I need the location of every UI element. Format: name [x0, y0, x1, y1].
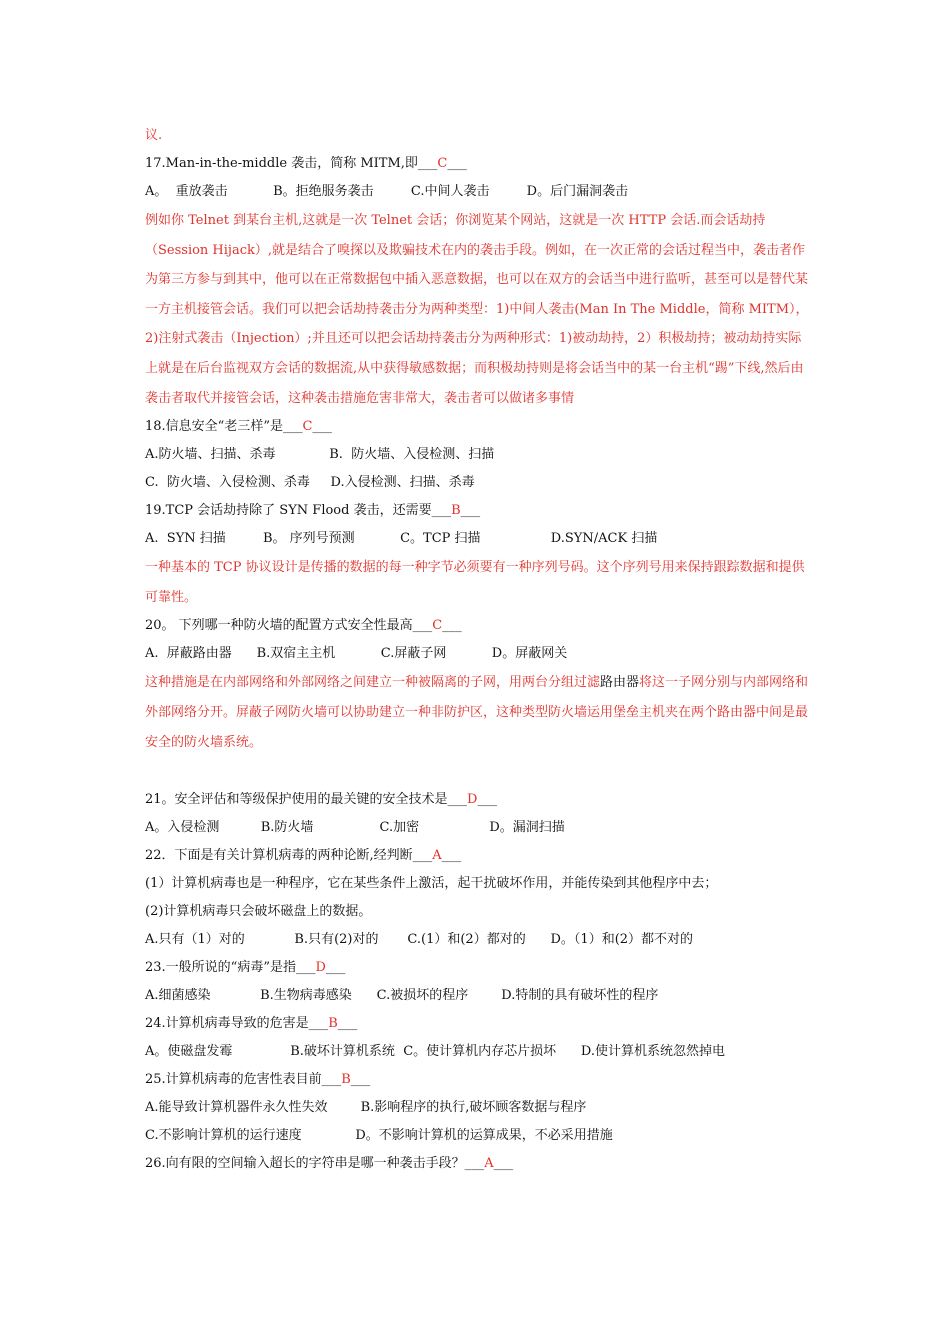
- question-22: [145, 842, 810, 870]
- question-19-tail: ___: [460, 503, 481, 519]
- question-22-answer: A: [432, 848, 442, 864]
- question-20-tail: ___: [442, 618, 462, 634]
- question-19-explanation: 一种基本的 TCP 协议设计是传播的数据的每一种字节必须要有一种序列号码。这个序列号用来保持跟踪数据和提供可靠性。: [145, 560, 805, 605]
- question-18-options-row-1: A.防火墙、扫描、杀毒 B. 防火墙、入侵检测、扫描: [145, 447, 495, 463]
- blank-line: [145, 757, 810, 786]
- question-22-statement-1: (1）计算机病毒也是一种程序，它在某些条件上激活，起干扰破坏作用，并能传染到其他程序中去；: [145, 876, 718, 892]
- question-21-answer: D: [467, 792, 478, 808]
- question-23-tail: ___: [325, 960, 346, 976]
- question-19: [145, 497, 810, 525]
- question-21-options: A。入侵检测 B.防火墙 C.加密 D。漏洞扫描: [145, 820, 565, 836]
- question-20-explanation-router: 路由器: [600, 675, 640, 691]
- question-18: [145, 413, 810, 441]
- question-17-explanation: 例如你 Telnet 到某台主机,这就是一次 Telnet 会话；你浏览某个网站，这就是一次 HTTP 会话.而会话劫持（Session Hijack）,就是结合了嗅探以及欺骗技术在内的袭击手段。例如，在一次正常的会话过程当中，袭击者作为第三方参与到其中，他可以在正常数据包中插入恶意数据，也可以在双方的会话当中进行监听，甚至可以是替代某一方主机接管会话。我们可以把会话劫持袭击分为两种类型：1)中间人袭击(Man In The Middle，简称 MITM），2)注射式袭击（Injection）;并且还可以把会话劫持袭击分为两种形式：1)被动劫持，2）积极劫持；被动劫持实际上就是在后台监视双方会话的数据流,从中获得敏感数据；而积极劫持则是将会话当中的某一台主机“踢”下线,然后由袭击者取代并接管会话，这种袭击措施危害非常大，袭击者可以做诸多事情: [145, 213, 809, 406]
- question-25-stem: 25.计算机病毒的危害性表目前___: [145, 1072, 342, 1088]
- question-24-answer: B: [328, 1016, 338, 1032]
- question-25-answer: B: [341, 1072, 351, 1088]
- question-19-stem: 19.TCP 会话劫持除了 SYN Flood 袭击，还需要___: [145, 503, 452, 519]
- question-18-tail: ___: [312, 419, 332, 435]
- question-23-stem: 23.一般所说的“病毒”是指___: [145, 960, 316, 976]
- question-25-tail: ___: [350, 1072, 371, 1088]
- question-17-stem: 17.Man-in-the-middle 袭击，简称 MITM,即___: [145, 156, 438, 171]
- question-19-options: A. SYN 扫描 B。 序列号预测 C。TCP 扫描 D.SYN/ACK 扫描: [145, 531, 658, 547]
- question-24-options: A。使磁盘发霉 B.破坏计算机系统 C。使计算机内存芯片损坏 D.使计算机系统忽然掉电: [145, 1044, 726, 1060]
- question-25-options-row-2: C.不影响计算机的运行速度 D。不影响计算机的运算成果，不必采用措施: [145, 1128, 613, 1144]
- question-17-options: A。 重放袭击 B。拒绝服务袭击 C.中间人袭击 D。后门漏洞袭击: [145, 184, 629, 199]
- question-22-stem: 22．下面是有关计算机病毒的两种论断,经判断___: [145, 848, 433, 864]
- document-body: [145, 122, 810, 1178]
- question-20-explanation-part-1: 这种措施是在内部网络和外部网络之间建立一种被隔离的子网，用两台分组过滤: [145, 675, 601, 691]
- question-26-answer: A: [484, 1156, 494, 1172]
- question-26: [145, 1150, 810, 1178]
- explanation-tail: 议.: [145, 128, 163, 143]
- question-23-answer: D: [315, 960, 326, 976]
- question-20-explanation: [145, 668, 810, 757]
- question-19-answer: B: [451, 503, 461, 519]
- question-25-options-row-1: A.能导致计算机器件永久性失效 B.影响程序的执行,破坏顾客数据与程序: [145, 1100, 587, 1116]
- question-17-tail: ___: [447, 156, 467, 171]
- question-24: [145, 1010, 810, 1038]
- question-21: [145, 786, 810, 814]
- question-18-answer: C: [302, 419, 313, 435]
- question-23: [145, 954, 810, 982]
- question-20-stem: 20。 下列哪一种防火墙的配置方式安全性最高___: [145, 618, 433, 634]
- question-17: [145, 150, 810, 178]
- question-20-explanation-part-2: 将这一子网分别与内部网络和外部网络分开。屏蔽子网防火墙可以协助建立一种非防护区，这种类型防火墙运用堡垒主机夹在两个路由器中间是最安全的防火墙系统。: [145, 675, 809, 750]
- question-20-answer: C: [432, 618, 443, 634]
- question-18-stem: 18.信息安全“老三样”是___: [145, 419, 303, 435]
- question-24-stem: 24.计算机病毒导致的危害是___: [145, 1016, 329, 1032]
- question-25: [145, 1066, 810, 1094]
- question-26-tail: ___: [493, 1156, 514, 1172]
- question-20-options: A. 屏蔽路由器 B.双宿主主机 C.屏蔽子网 D。屏蔽网关: [145, 646, 568, 662]
- question-17-answer: C: [437, 156, 448, 171]
- question-21-tail: ___: [477, 792, 497, 808]
- question-23-options: A.细菌感染 B.生物病毒感染 C.被损坏的程序 D.特制的具有破坏性的程序: [145, 988, 659, 1004]
- question-18-options-row-2: C. 防火墙、入侵检测、杀毒 D.入侵检测、扫描、杀毒: [145, 475, 475, 491]
- question-26-stem: 26.向有限的空间输入超长的字符串是哪一种袭击手段？___: [145, 1156, 485, 1172]
- question-20: [145, 612, 810, 640]
- question-22-statement-2: (2)计算机病毒只会破坏磁盘上的数据。: [145, 904, 372, 920]
- question-22-options: A.只有（1）对的 B.只有(2)对的 C.(1）和(2）都对的 D。（1）和(2）都不对的: [145, 932, 694, 948]
- question-21-stem: 21。安全评估和等级保护使用的最关键的安全技术是___: [145, 792, 468, 808]
- question-24-tail: ___: [337, 1016, 358, 1032]
- question-22-tail: ___: [441, 848, 462, 864]
